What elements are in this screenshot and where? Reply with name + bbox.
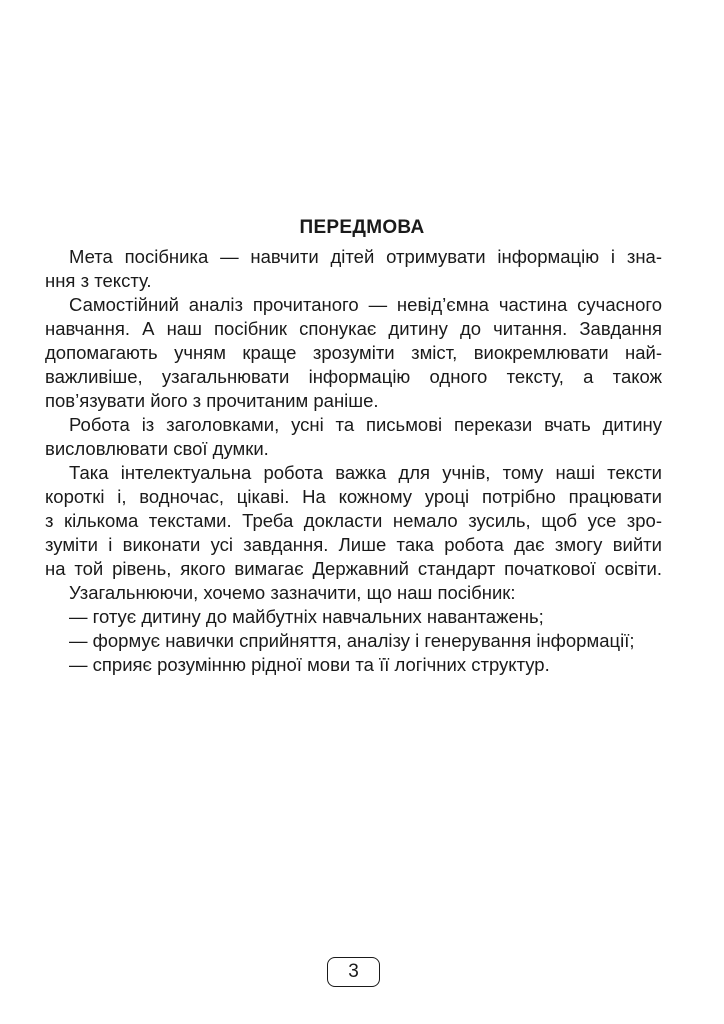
text-line: з кількома текстами. Треба докласти немало зусиль, щоб усе зро- bbox=[45, 510, 662, 531]
text-line: важливіше, узагальнювати інформацію одного тексту, а також bbox=[45, 366, 662, 387]
text-line: Узагальнюючи, хочемо зазначити, що наш посібник: bbox=[69, 582, 516, 603]
text-line: ння з тексту. bbox=[45, 270, 152, 291]
text-line: навчання. А наш посібник спонукає дитину до читання. Завдання bbox=[45, 318, 662, 339]
page-title: ПЕРЕДМОВА bbox=[299, 217, 425, 238]
text-line: допомагають учням краще зрозуміти зміст, виокремлювати най- bbox=[45, 342, 662, 363]
text-line: Мета посібника — навчити дітей отримувати інформацію і зна- bbox=[69, 246, 662, 267]
text-line: зуміти і виконати усі завдання. Лише така робота дає змогу вийти bbox=[45, 534, 662, 555]
text-line: Робота із заголовками, усні та письмові перекази вчать дитину bbox=[69, 414, 662, 435]
text-line: пов’язувати його з прочитаним раніше. bbox=[45, 390, 379, 411]
text-line: короткі і, водночас, цікаві. На кожному уроці потрібно працювати bbox=[45, 486, 662, 507]
preface-text bbox=[45, 245, 662, 677]
text-line: на той рівень, якого вимагає Державний стандарт початкової освіти. bbox=[45, 558, 662, 579]
text-line: Самостійний аналіз прочитаного — невід’ємна частина сучасного bbox=[69, 294, 662, 315]
text-line: Така інтелектуальна робота важка для учнів, тому наші тексти bbox=[69, 462, 662, 483]
list-item: — готує дитину до майбутніх навчальних навантажень; bbox=[69, 606, 544, 627]
page-number: 3 bbox=[327, 957, 380, 987]
list-item: — формує навички сприйняття, аналізу і генерування інформації; bbox=[69, 630, 635, 651]
text-line: висловлювати свої думки. bbox=[45, 438, 269, 459]
list-item: — сприяє розумінню рідної мови та її логічних структур. bbox=[69, 654, 550, 675]
